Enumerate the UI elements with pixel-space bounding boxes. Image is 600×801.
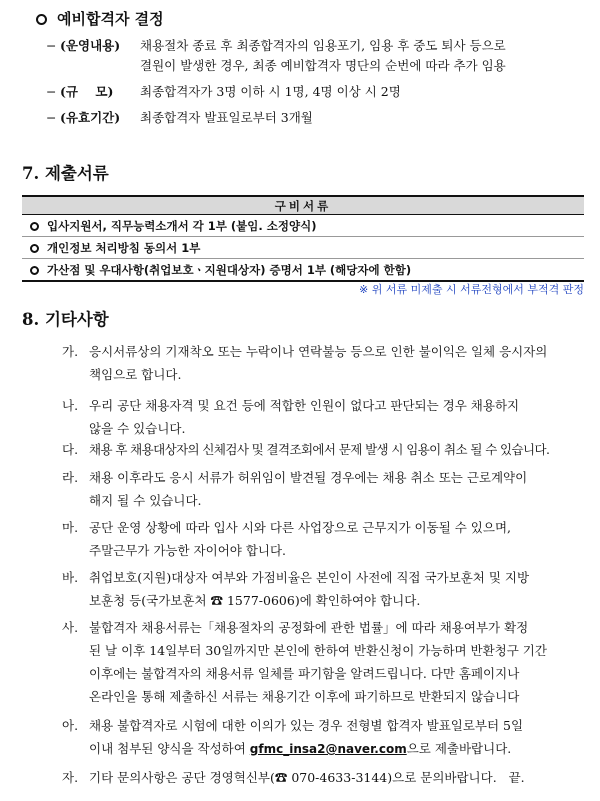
ring-bullet-icon [30, 244, 39, 253]
list-item: 바. 취업보호(지원)대상자 여부와 가점비율은 본인이 사전에 직접 국가보훈처 및 지방 보훈청 등(국가보훈처 ☎ 1577-0606)에 확인하여야 합니다. [62, 570, 530, 608]
ring-bullet-icon [30, 222, 39, 231]
list-item: 다. 채용 후 채용대상자의 신체검사 및 결격조회에서 문제 발생 시 임용이 취소 될 수 있습니다. [62, 442, 550, 457]
table-row: 가산점 및 우대사항(취업보호ㆍ지원대상자) 증명서 1부 (해당자에 한함) [22, 259, 584, 282]
list-item: 가. 응시서류상의 기재착오 또는 누락이나 연락불능 등으로 인한 불이익은 일체 응시자의 책임으로 합니다. [62, 344, 548, 382]
table-row: 입사지원서, 직무능력소개서 각 1부 (붙임. 소정양식) [22, 215, 584, 237]
contact-email-link[interactable]: gfmc_insa2@naver.com [249, 742, 407, 756]
list-item: 자. 기타 문의사항은 공단 경영혁신부(☎ 070-4633-3144)으로 문의바랍니다. 끝. [62, 770, 525, 785]
documents-note: ※ 위 서류 미제출 시 서류전형에서 부적격 판정 [359, 283, 584, 296]
list-item: 마. 공단 운영 상황에 따라 입사 시와 다른 사업장으로 근무지가 이동될 수 있으며, 주말근무가 가능한 자이어야 합니다. [62, 520, 512, 558]
table-row: 개인정보 처리방침 동의서 1부 [22, 237, 584, 259]
list-item: 사. 불합격자 채용서류는「채용절차의 공정화에 관한 법률」에 따라 채용여부가 확정 된 날 이후 14일부터 30일까지만 본인에 한하여 반환신청이 가능하며 반환청구 기간 이후에는 불합격자의 채용서류 일체를 파기함을 알려드립니다. 다만 홈페이지나 온라인을 통해 제출하신 서류는 채용기간 이후에 파기하므로 반환되지 않습니다 [62, 620, 547, 704]
reserve-item-validity: − (유효기간) 최종합격자 발표일로부터 3개월 [46, 110, 313, 125]
circle-bullet-icon [36, 14, 47, 25]
reserve-item-scale: − (규 모) 최종합격자가 3명 이하 시 1명, 4명 이상 시 2명 [46, 84, 401, 99]
reserve-section-title: 예비합격자 결정 [36, 8, 164, 29]
list-item: 라. 채용 이후라도 응시 서류가 허위임이 발견될 경우에는 채용 취소 또는 근로계약이 해지 될 수 있습니다. [62, 470, 528, 508]
reserve-item-operation: − (운영내용) 채용절차 종료 후 최종합격자의 임용포기, 임용 후 중도 퇴사 등으로 결원이 발생한 경우, 최종 예비합격자 명단의 순번에 따라 추가 임용 [46, 38, 506, 73]
list-item: 아. 채용 불합격자로 시험에 대한 이의가 있는 경우 전형별 합격자 발표일로부터 5일 이내 첨부된 양식을 작성하여 gfmc_insa2@naver.com으로 제출바랍니다. [62, 718, 524, 756]
list-item: 나. 우리 공단 채용자격 및 요건 등에 적합한 인원이 없다고 판단되는 경우 채용하지 않을 수 있습니다. [62, 398, 520, 436]
ring-bullet-icon [30, 266, 39, 275]
required-documents-table [22, 195, 584, 282]
section-7-title: 7. 제출서류 [22, 164, 109, 183]
table-header: 구비서류 [22, 196, 584, 215]
section-8-title: 8. 기타사항 [22, 310, 109, 329]
